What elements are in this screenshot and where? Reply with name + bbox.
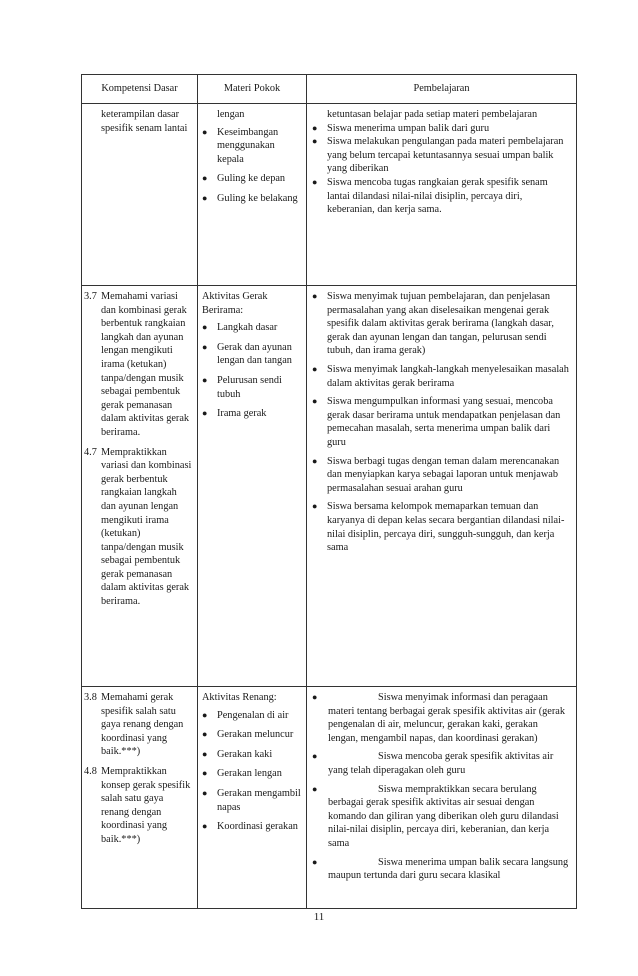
mp-heading: Aktivitas Renang: <box>202 692 277 703</box>
list-item: ● Siswa mencoba tugas rangkaian gerak spesifik senam lantai dilandasi nilai-nilai disiplin, percaya diri, keberanian, dan kerja sama. <box>312 176 548 216</box>
table-row <box>82 104 577 286</box>
bullet-icon: ● <box>312 856 318 867</box>
bullet-icon: ● <box>202 126 208 137</box>
list-item: ● Guling ke belakang <box>202 192 298 204</box>
bullet-icon: ● <box>202 173 208 184</box>
bullet-icon: ● <box>202 748 208 759</box>
list-item: ● Keseimbangan menggunakan kepala <box>202 126 279 165</box>
mp-list <box>202 321 302 421</box>
mp-heading: Aktivitas Gerak Berirama: <box>202 291 268 316</box>
pb-cell <box>307 687 577 909</box>
mp-list <box>202 709 302 834</box>
bullet-icon: ● <box>202 787 208 798</box>
list-item: ● Siswa melakukan pengulangan pada materi pembelajaran yang belum tercapai ketuntasannya sesuai umpan balik yang diberikan <box>312 136 564 175</box>
curriculum-table <box>81 74 577 909</box>
bullet-icon: ● <box>202 322 208 333</box>
table-row <box>82 687 577 909</box>
bullet-icon: ● <box>202 709 208 720</box>
bullet-icon: ● <box>202 821 208 832</box>
bullet-icon: ● <box>312 363 318 374</box>
kd-item: 3.7 Memahami variasi dan kombinasi gerak berbentuk rangkaian langkah dan ayunan lengan mengikuti irama (ketukan) tanpa/dengan musik sebagai pembentuk gerak pemanasan dalam aktivitas gerak berirama. <box>84 291 190 438</box>
list-item: ● Langkah dasar <box>202 322 278 334</box>
kd-continuation-text: keterampilan dasar spesifik senam lantai <box>101 109 188 134</box>
table-row <box>82 286 577 687</box>
bullet-icon: ● <box>312 176 318 187</box>
list-item: ● Gerakan lengan <box>202 768 282 780</box>
list-item: ● Gerak dan ayunan lengan dan tangan <box>202 341 292 367</box>
mp-cell <box>198 104 307 286</box>
header-kompetensi-dasar: Kompetensi Dasar <box>82 75 198 104</box>
bullet-icon: ● <box>312 692 318 702</box>
bullet-icon: ● <box>312 783 318 794</box>
kd-cell <box>82 286 198 687</box>
bullet-icon: ● <box>312 122 318 133</box>
list-item: ● Siswa menyimak langkah-langkah menyelesaikan masalah dalam aktivitas gerak berirama <box>312 363 569 389</box>
mp-list <box>202 126 302 206</box>
bullet-icon: ● <box>202 341 208 352</box>
list-item: ● Siswa bersama kelompok memaparkan temuan dan karyanya di depan kelas secara bergantian dilandasi nilai-nilai disiplin, percaya diri, sungguh-sungguh, dan kerja sama <box>312 501 565 554</box>
bullet-icon: ● <box>312 501 318 512</box>
pb-list <box>312 691 570 883</box>
bullet-icon: ● <box>202 768 208 779</box>
list-item: ● Siswa menerima umpan balik dari guru <box>312 122 490 134</box>
bullet-icon: ● <box>202 729 208 740</box>
bullet-icon: ● <box>312 291 318 301</box>
bullet-icon: ● <box>202 374 208 385</box>
page-number: 11 <box>313 911 325 923</box>
pb-cell <box>307 104 577 286</box>
table-header-row <box>82 75 577 104</box>
list-item: ● Gerakan meluncur <box>202 729 294 741</box>
pb-cell <box>307 286 577 687</box>
pb-list <box>312 122 570 217</box>
kd-cell <box>82 104 198 286</box>
list-item: ● Siswa menyimak informasi dan peragaan materi tentang berbagai gerak spesifik aktivitas air (gerak pengenalan di air, meluncur, gerakan kaki, gerakan lengan, mengambil napas, dan koordinasi gerakan) <box>312 692 566 744</box>
list-item: ● Siswa mengumpulkan informasi yang sesuai, mencoba gerak dasar berirama untuk mendapatkan penjelasan dan pemecahan masalah, serta menerima umpan balik dari guru <box>312 396 561 448</box>
list-item: ● Siswa mencoba gerak spesifik aktivitas air yang telah diperagakan oleh guru <box>312 751 554 776</box>
bullet-icon: ● <box>312 751 318 762</box>
bullet-icon: ● <box>312 455 318 466</box>
mp-cell <box>198 286 307 687</box>
pb-continuation-text: ketuntasan belajar pada setiap materi pembelajaran <box>327 109 538 120</box>
header-materi-pokok: Materi Pokok <box>198 75 307 104</box>
mp-cell <box>198 687 307 909</box>
bullet-icon: ● <box>202 408 208 419</box>
list-item: ● Gerakan kaki <box>202 748 273 760</box>
kd-item: 3.8 Memahami gerak spesifik salah satu gaya renang dengan koordinasi yang baik.***) <box>84 692 184 758</box>
kd-item: 4.8 Mempraktikkan konsep gerak spesifik salah satu gaya renang dengan koordinasi yang baik.***) <box>84 765 191 845</box>
header-pembelajaran: Pembelajaran <box>307 75 577 104</box>
list-item: ● Irama gerak <box>202 408 267 420</box>
kd-item: 4.7 Mempraktikkan variasi dan kombinasi gerak berbentuk rangkaian langkah dan ayunan lengan mengikuti irama (ketukan) tanpa/dengan musik sebagai pembentuk gerak pemanasan dalam aktivitas gerak berirama. <box>84 446 192 608</box>
list-item: ● Siswa menyimak tujuan pembelajaran, dan penjelasan permasalahan yang akan diselesaikan mengenai gerak spesifik dalam aktivitas gerak berirama (langkah dasar, gerak dan ayunan lengan dan tangan, pelurusan sendi tubuh, dan irama gerak) <box>312 291 554 357</box>
bullet-icon: ● <box>202 192 208 203</box>
kd-cell <box>82 687 198 909</box>
mp-continuation-text: lengan <box>217 109 245 120</box>
list-item: ● Siswa berbagi tugas dengan teman dalam merencanakan dan menyiapkan karya sebagai laporan untuk menjawab permasalahan sesuai arahan guru <box>312 455 560 494</box>
list-item: ● Gerakan mengambil napas <box>202 787 301 813</box>
list-item: ● Siswa mempraktikkan secara berulang berbagai gerak spesifik aktivitas air sesuai dengan komando dan giliran yang diberikan oleh guru dilandasi nilai-nilai disiplin, percaya diri, keberanian, dan kerja sama <box>312 783 559 849</box>
list-item: ● Pengenalan di air <box>202 709 289 721</box>
list-item: ● Siswa menerima umpan balik secara langsung maupun tertunda dari guru secara klasikal <box>312 856 569 882</box>
bullet-icon: ● <box>312 396 318 407</box>
list-item: ● Koordinasi gerakan <box>202 821 298 833</box>
list-item: ● Guling ke depan <box>202 173 286 185</box>
list-item: ● Pelurusan sendi tubuh <box>202 374 282 400</box>
bullet-icon: ● <box>312 136 318 147</box>
pb-list <box>312 290 570 555</box>
